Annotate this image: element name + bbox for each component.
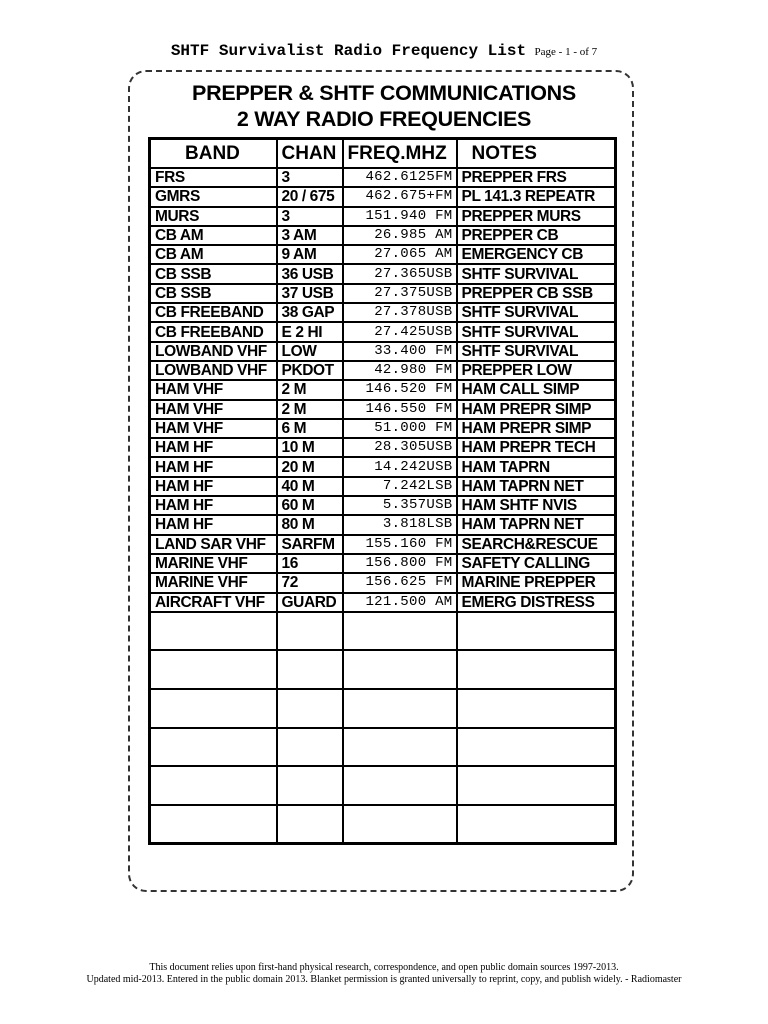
blank-cell — [343, 728, 457, 767]
cell-chan: 60 M — [277, 496, 343, 515]
footer — [0, 962, 768, 986]
blank-cell — [277, 805, 343, 844]
cell-band: CB AM — [150, 226, 277, 245]
cell-chan: 38 GAP — [277, 303, 343, 322]
cell-freq: 27.375USB — [343, 284, 457, 303]
cell-band: CB FREEBAND — [150, 322, 277, 341]
cell-notes: HAM SHTF NVIS — [457, 496, 616, 515]
cell-notes: SAFETY CALLING — [457, 554, 616, 573]
cell-freq: 156.625 FM — [343, 573, 457, 592]
cell-band: CB AM — [150, 245, 277, 264]
cell-notes: SHTF SURVIVAL — [457, 264, 616, 283]
blank-row — [150, 650, 616, 689]
cell-notes: HAM TAPRN — [457, 457, 616, 476]
blank-cell — [150, 689, 277, 728]
table-row — [150, 303, 616, 322]
cell-notes: SHTF SURVIVAL — [457, 342, 616, 361]
cell-band: HAM VHF — [150, 380, 277, 399]
blank-cell — [457, 728, 616, 767]
blank-cell — [150, 805, 277, 844]
blank-cell — [457, 805, 616, 844]
blank-cell — [150, 612, 277, 651]
cell-notes: HAM PREPR SIMP — [457, 419, 616, 438]
frequency-table — [148, 137, 617, 845]
cell-chan: LOW — [277, 342, 343, 361]
cell-chan: 3 AM — [277, 226, 343, 245]
blank-cell — [150, 650, 277, 689]
cell-band: LAND SAR VHF — [150, 535, 277, 554]
table-row — [150, 400, 616, 419]
table-row — [150, 457, 616, 476]
table-row — [150, 496, 616, 515]
cell-band: MARINE VHF — [150, 554, 277, 573]
blank-cell — [343, 650, 457, 689]
table-row — [150, 342, 616, 361]
column-header-freq: FREQ.MHZ — [343, 139, 457, 169]
cell-notes: PREPPER CB — [457, 226, 616, 245]
cell-chan: 10 M — [277, 438, 343, 457]
blank-cell — [457, 689, 616, 728]
cell-chan: GUARD — [277, 593, 343, 612]
blank-cell — [277, 650, 343, 689]
table-row — [150, 245, 616, 264]
table-row — [150, 264, 616, 283]
page-header — [0, 42, 768, 60]
document-title: SHTF Survivalist Radio Frequency List — [170, 42, 527, 60]
cell-freq: 156.800 FM — [343, 554, 457, 573]
card-title-line1: PREPPER & SHTF COMMUNICATIONS — [192, 81, 576, 105]
card-title-line2: 2 WAY RADIO FREQUENCIES — [236, 107, 532, 131]
page-number: Page - 1 - of 7 — [534, 46, 598, 58]
cell-band: GMRS — [150, 187, 277, 206]
blank-cell — [457, 650, 616, 689]
cell-freq: 27.065 AM — [343, 245, 457, 264]
cell-notes: EMERGENCY CB — [457, 245, 616, 264]
cell-chan: 3 — [277, 168, 343, 187]
cell-chan: 20 / 675 — [277, 187, 343, 206]
table-row — [150, 207, 616, 226]
table-row — [150, 380, 616, 399]
blank-cell — [277, 612, 343, 651]
cell-freq: 27.365USB — [343, 264, 457, 283]
cell-chan: 3 — [277, 207, 343, 226]
cell-notes: SEARCH&RESCUE — [457, 535, 616, 554]
blank-cell — [343, 805, 457, 844]
table-row — [150, 593, 616, 612]
cell-chan: 72 — [277, 573, 343, 592]
cell-freq: 27.425USB — [343, 322, 457, 341]
table-row — [150, 284, 616, 303]
table-row — [150, 573, 616, 592]
cell-freq: 28.305USB — [343, 438, 457, 457]
cell-band: LOWBAND VHF — [150, 361, 277, 380]
cell-chan: 16 — [277, 554, 343, 573]
blank-cell — [343, 612, 457, 651]
cell-band: CB FREEBAND — [150, 303, 277, 322]
cell-freq: 121.500 AM — [343, 593, 457, 612]
blank-row — [150, 689, 616, 728]
cell-chan: PKDOT — [277, 361, 343, 380]
table-row — [150, 477, 616, 496]
blank-cell — [150, 728, 277, 767]
cell-freq: 146.520 FM — [343, 380, 457, 399]
table-row — [150, 361, 616, 380]
cell-band: HAM HF — [150, 457, 277, 476]
blank-cell — [343, 766, 457, 805]
cell-notes: EMERG DISTRESS — [457, 593, 616, 612]
table-row — [150, 535, 616, 554]
blank-cell — [457, 612, 616, 651]
cell-freq: 27.378USB — [343, 303, 457, 322]
column-header-chan: CHAN — [277, 139, 343, 169]
table-row — [150, 438, 616, 457]
blank-row — [150, 805, 616, 844]
cell-chan: 20 M — [277, 457, 343, 476]
table-body — [150, 168, 616, 844]
cell-chan: 80 M — [277, 515, 343, 534]
cell-freq: 462.6125FM — [343, 168, 457, 187]
cell-chan: 6 M — [277, 419, 343, 438]
cell-notes: HAM PREPR SIMP — [457, 400, 616, 419]
table-header-row — [150, 139, 616, 169]
table-row — [150, 515, 616, 534]
blank-row — [150, 766, 616, 805]
cell-notes: SHTF SURVIVAL — [457, 322, 616, 341]
cell-freq: 14.242USB — [343, 457, 457, 476]
cell-band: MARINE VHF — [150, 573, 277, 592]
cell-chan: SARFM — [277, 535, 343, 554]
blank-row — [150, 728, 616, 767]
cell-freq: 155.160 FM — [343, 535, 457, 554]
cell-notes: HAM TAPRN NET — [457, 477, 616, 496]
cell-band: HAM HF — [150, 515, 277, 534]
cell-band: MURS — [150, 207, 277, 226]
cell-freq: 151.940 FM — [343, 207, 457, 226]
cell-band: HAM HF — [150, 496, 277, 515]
footer-line1: This document relies upon first-hand physical research, correspondence, and open public domain sources 1997-2013. — [149, 962, 619, 973]
table-row — [150, 187, 616, 206]
cell-freq: 33.400 FM — [343, 342, 457, 361]
card-title — [0, 80, 768, 132]
cell-chan: 2 M — [277, 380, 343, 399]
cell-notes: PREPPER LOW — [457, 361, 616, 380]
cell-notes: PREPPER FRS — [457, 168, 616, 187]
footer-line2: Updated mid-2013. Entered in the public domain 2013. Blanket permission is granted universally to reprint, copy, and publish widely. - Radiomaster — [86, 974, 682, 985]
cell-chan: 40 M — [277, 477, 343, 496]
cell-band: CB SSB — [150, 264, 277, 283]
cell-notes: HAM PREPR TECH — [457, 438, 616, 457]
cell-notes: PL 141.3 REPEATR — [457, 187, 616, 206]
cell-band: CB SSB — [150, 284, 277, 303]
cell-band: LOWBAND VHF — [150, 342, 277, 361]
cell-chan: 2 M — [277, 400, 343, 419]
blank-cell — [150, 766, 277, 805]
blank-cell — [277, 766, 343, 805]
cell-freq: 42.980 FM — [343, 361, 457, 380]
cell-freq: 5.357USB — [343, 496, 457, 515]
blank-cell — [277, 728, 343, 767]
cell-band: HAM VHF — [150, 400, 277, 419]
cell-notes: SHTF SURVIVAL — [457, 303, 616, 322]
cell-band: HAM HF — [150, 438, 277, 457]
cell-freq: 462.675+FM — [343, 187, 457, 206]
blank-cell — [277, 689, 343, 728]
cell-chan: 37 USB — [277, 284, 343, 303]
table-row — [150, 226, 616, 245]
cell-notes: PREPPER CB SSB — [457, 284, 616, 303]
column-header-band: BAND — [150, 139, 277, 169]
cell-chan: E 2 HI — [277, 322, 343, 341]
cell-band: FRS — [150, 168, 277, 187]
table-row — [150, 322, 616, 341]
cell-chan: 9 AM — [277, 245, 343, 264]
table-row — [150, 168, 616, 187]
blank-cell — [457, 766, 616, 805]
cell-band: AIRCRAFT VHF — [150, 593, 277, 612]
cell-notes: MARINE PREPPER — [457, 573, 616, 592]
cell-freq: 7.242LSB — [343, 477, 457, 496]
cell-band: HAM VHF — [150, 419, 277, 438]
cell-freq: 146.550 FM — [343, 400, 457, 419]
table-row — [150, 419, 616, 438]
cell-notes: PREPPER MURS — [457, 207, 616, 226]
cell-freq: 26.985 AM — [343, 226, 457, 245]
table-row — [150, 554, 616, 573]
cell-freq: 3.818LSB — [343, 515, 457, 534]
column-header-notes: NOTES — [457, 139, 616, 169]
blank-cell — [343, 689, 457, 728]
cell-freq: 51.000 FM — [343, 419, 457, 438]
cell-notes: HAM CALL SIMP — [457, 380, 616, 399]
cell-notes: HAM TAPRN NET — [457, 515, 616, 534]
blank-row — [150, 612, 616, 651]
cell-chan: 36 USB — [277, 264, 343, 283]
cell-band: HAM HF — [150, 477, 277, 496]
